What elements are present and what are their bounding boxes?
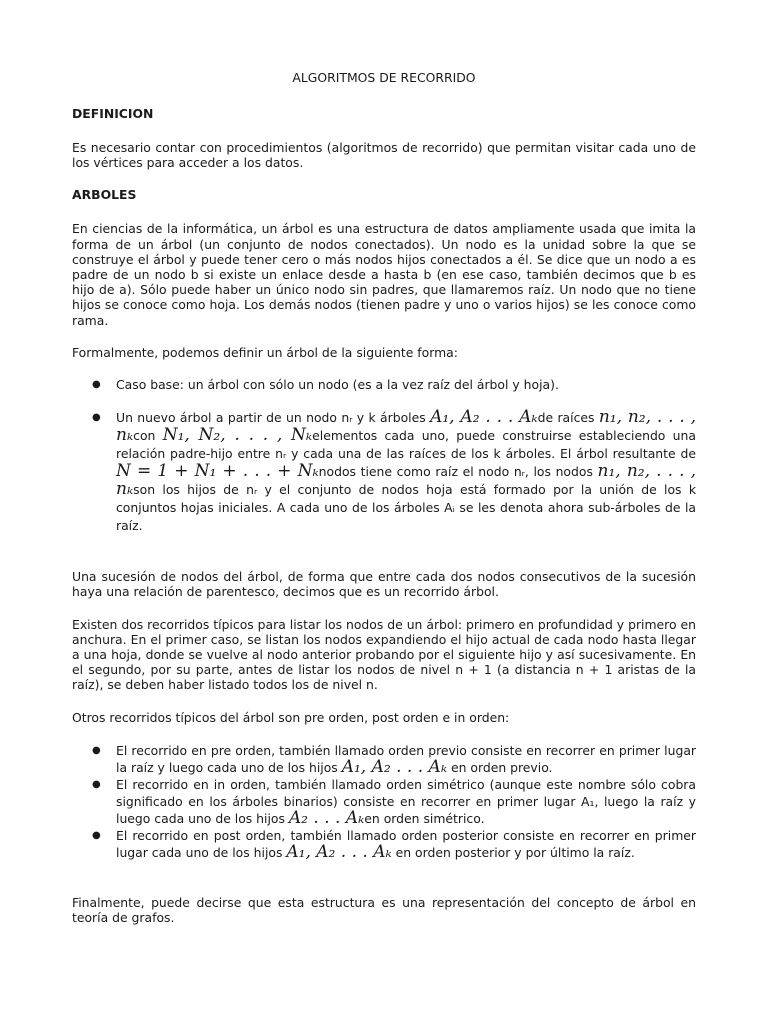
traversal-list (72, 742, 696, 861)
bullet-icon: ● (92, 744, 101, 756)
bullet-icon: ● (92, 379, 101, 391)
definicion-paragraph: Es necesario contar con procedimientos (algoritmos de recorrido) que permitan visitar cada uno de los vértices para acceder a los datos. (72, 140, 696, 171)
arboles-paragraph-5: Otros recorridos típicos del árbol son pre orden, post orden e in orden: (72, 709, 510, 725)
arboles-paragraph-1: En ciencias de la informática, un árbol es una estructura de datos ampliamente usada que imita la forma de un árbol (un conjunto de nodos conectados). Un nodo es la unidad sobre la que se construye el árbol y puede tener cero o más nodos hijos conectados a él. Se dice que un nodo a es padre de un nodo b si existe un enlace desde a hasta b (en ese caso, también decimos que b es hijo de a). Sólo puede haber un único nodo sin padres, que llamaremos raíz. Un nodo que no tiene hijos se conoce como hoja. Los demás nodos (tienen padre y uno o varios hijos) se les conoce como rama. (72, 221, 696, 328)
math-formula: N₁, N₂, . . . , Nₖ (162, 425, 313, 446)
text-run: en orden previo. (447, 759, 553, 775)
math-formula: A₂ . . . Aₖ (288, 807, 365, 828)
math-formula: A₁, A₂ . . . Aₖ (341, 756, 448, 777)
list-item-postorder (72, 827, 696, 861)
text-run: en orden posterior y por último la raíz. (391, 844, 635, 860)
text-run: con (133, 428, 163, 444)
text-run: El recorrido en pre orden, también llamado orden previo consiste en recorrer en primer lugar la raíz y luego cada uno de los hijos (116, 742, 696, 775)
spacer (72, 878, 696, 895)
math-formula: N = 1 + N₁ + . . . + Nₖ (116, 461, 319, 482)
text-run: nodos tiene como raíz el nodo nᵣ, los nodos (318, 464, 598, 480)
text-run: Un nuevo árbol a partir de un nodo nᵣ y k árboles (116, 410, 431, 426)
bullet-icon: ● (92, 778, 101, 790)
document-page (72, 70, 696, 942)
list-item-preorder (72, 742, 696, 776)
bullet-icon: ● (92, 829, 101, 841)
arboles-paragraph-4: Existen dos recorridos típicos para listar los nodos de un árbol: primero en profundidad y primero en anchura. En el primer caso, se listan los nodos expandiendo el hijo actual de cada nodo hasta llegar a una hoja, donde se vuelve al nodo anterior probando por el siguiente hijo y así sucesivamente. En el segundo, por su parte, antes de listar los nodos de nivel n + 1 (a distancia n + 1 aristas de la raíz), se deben haber listado todos los de nivel n. (72, 616, 696, 693)
arboles-paragraph-2: Formalmente, podemos definir un árbol de la siguiente forma: (72, 344, 458, 360)
definition-list (72, 377, 696, 535)
list-item-recursive-case (72, 409, 696, 535)
section-heading-definicion: DEFINICION (72, 106, 154, 121)
text-run: son los hijos de nᵣ y el conjunto de nodos hoja está formado por la unión de los k conjuntos hojas iniciales. A cada uno de los árboles Aᵢ se les denota ahora sub-árboles de la raíz. (116, 482, 696, 534)
math-formula: n₁, n₂, . . . , nₖ (116, 407, 696, 446)
text-run: El recorrido en in orden, también llamado orden simétrico (aunque este nombre sólo cobra significado en los árboles binarios) consiste en recorrer en primer lugar A₁, luego la raíz y luego cada uno de los hijos (116, 776, 696, 826)
section-heading-arboles: ARBOLES (72, 187, 137, 203)
text-run: elementos cada uno, puede construirse estableciendo una relación padre-hijo entre nᵣ y cada una de las raíces de los k árboles. El árbol resultante de (116, 428, 696, 462)
text-run: en orden simétrico. (364, 810, 485, 826)
arboles-paragraph-6: Finalmente, puede decirse que esta estructura es una representación del concepto de árbol en teoría de grafos. (72, 894, 696, 926)
spacer (72, 552, 696, 569)
page-title: ALGORITMOS DE RECORRIDO (292, 70, 476, 85)
arboles-paragraph-3: Una sucesión de nodos del árbol, de forma que entre cada dos nodos consecutivos de la sucesión haya una relación de parentesco, decimos que es un recorrido árbol. (72, 569, 696, 600)
list-item-text: Caso base: un árbol con sólo un nodo (es a la vez raíz del árbol y hoja). (116, 377, 559, 393)
bullet-icon: ● (92, 412, 101, 424)
math-formula: A₁, A₂ . . . Aₖ (430, 407, 538, 428)
list-item-base-case (72, 377, 696, 392)
text-run: de raíces (537, 410, 599, 426)
math-formula: A₁, A₂ . . . Aₖ (286, 841, 392, 862)
text-run: El recorrido en post orden, también llamado orden posterior consiste en recorrer en primer lugar cada uno de los hijos (116, 827, 696, 860)
list-item-inorder (72, 776, 696, 827)
math-formula: n₁, n₂, . . . , nₖ (116, 461, 696, 500)
